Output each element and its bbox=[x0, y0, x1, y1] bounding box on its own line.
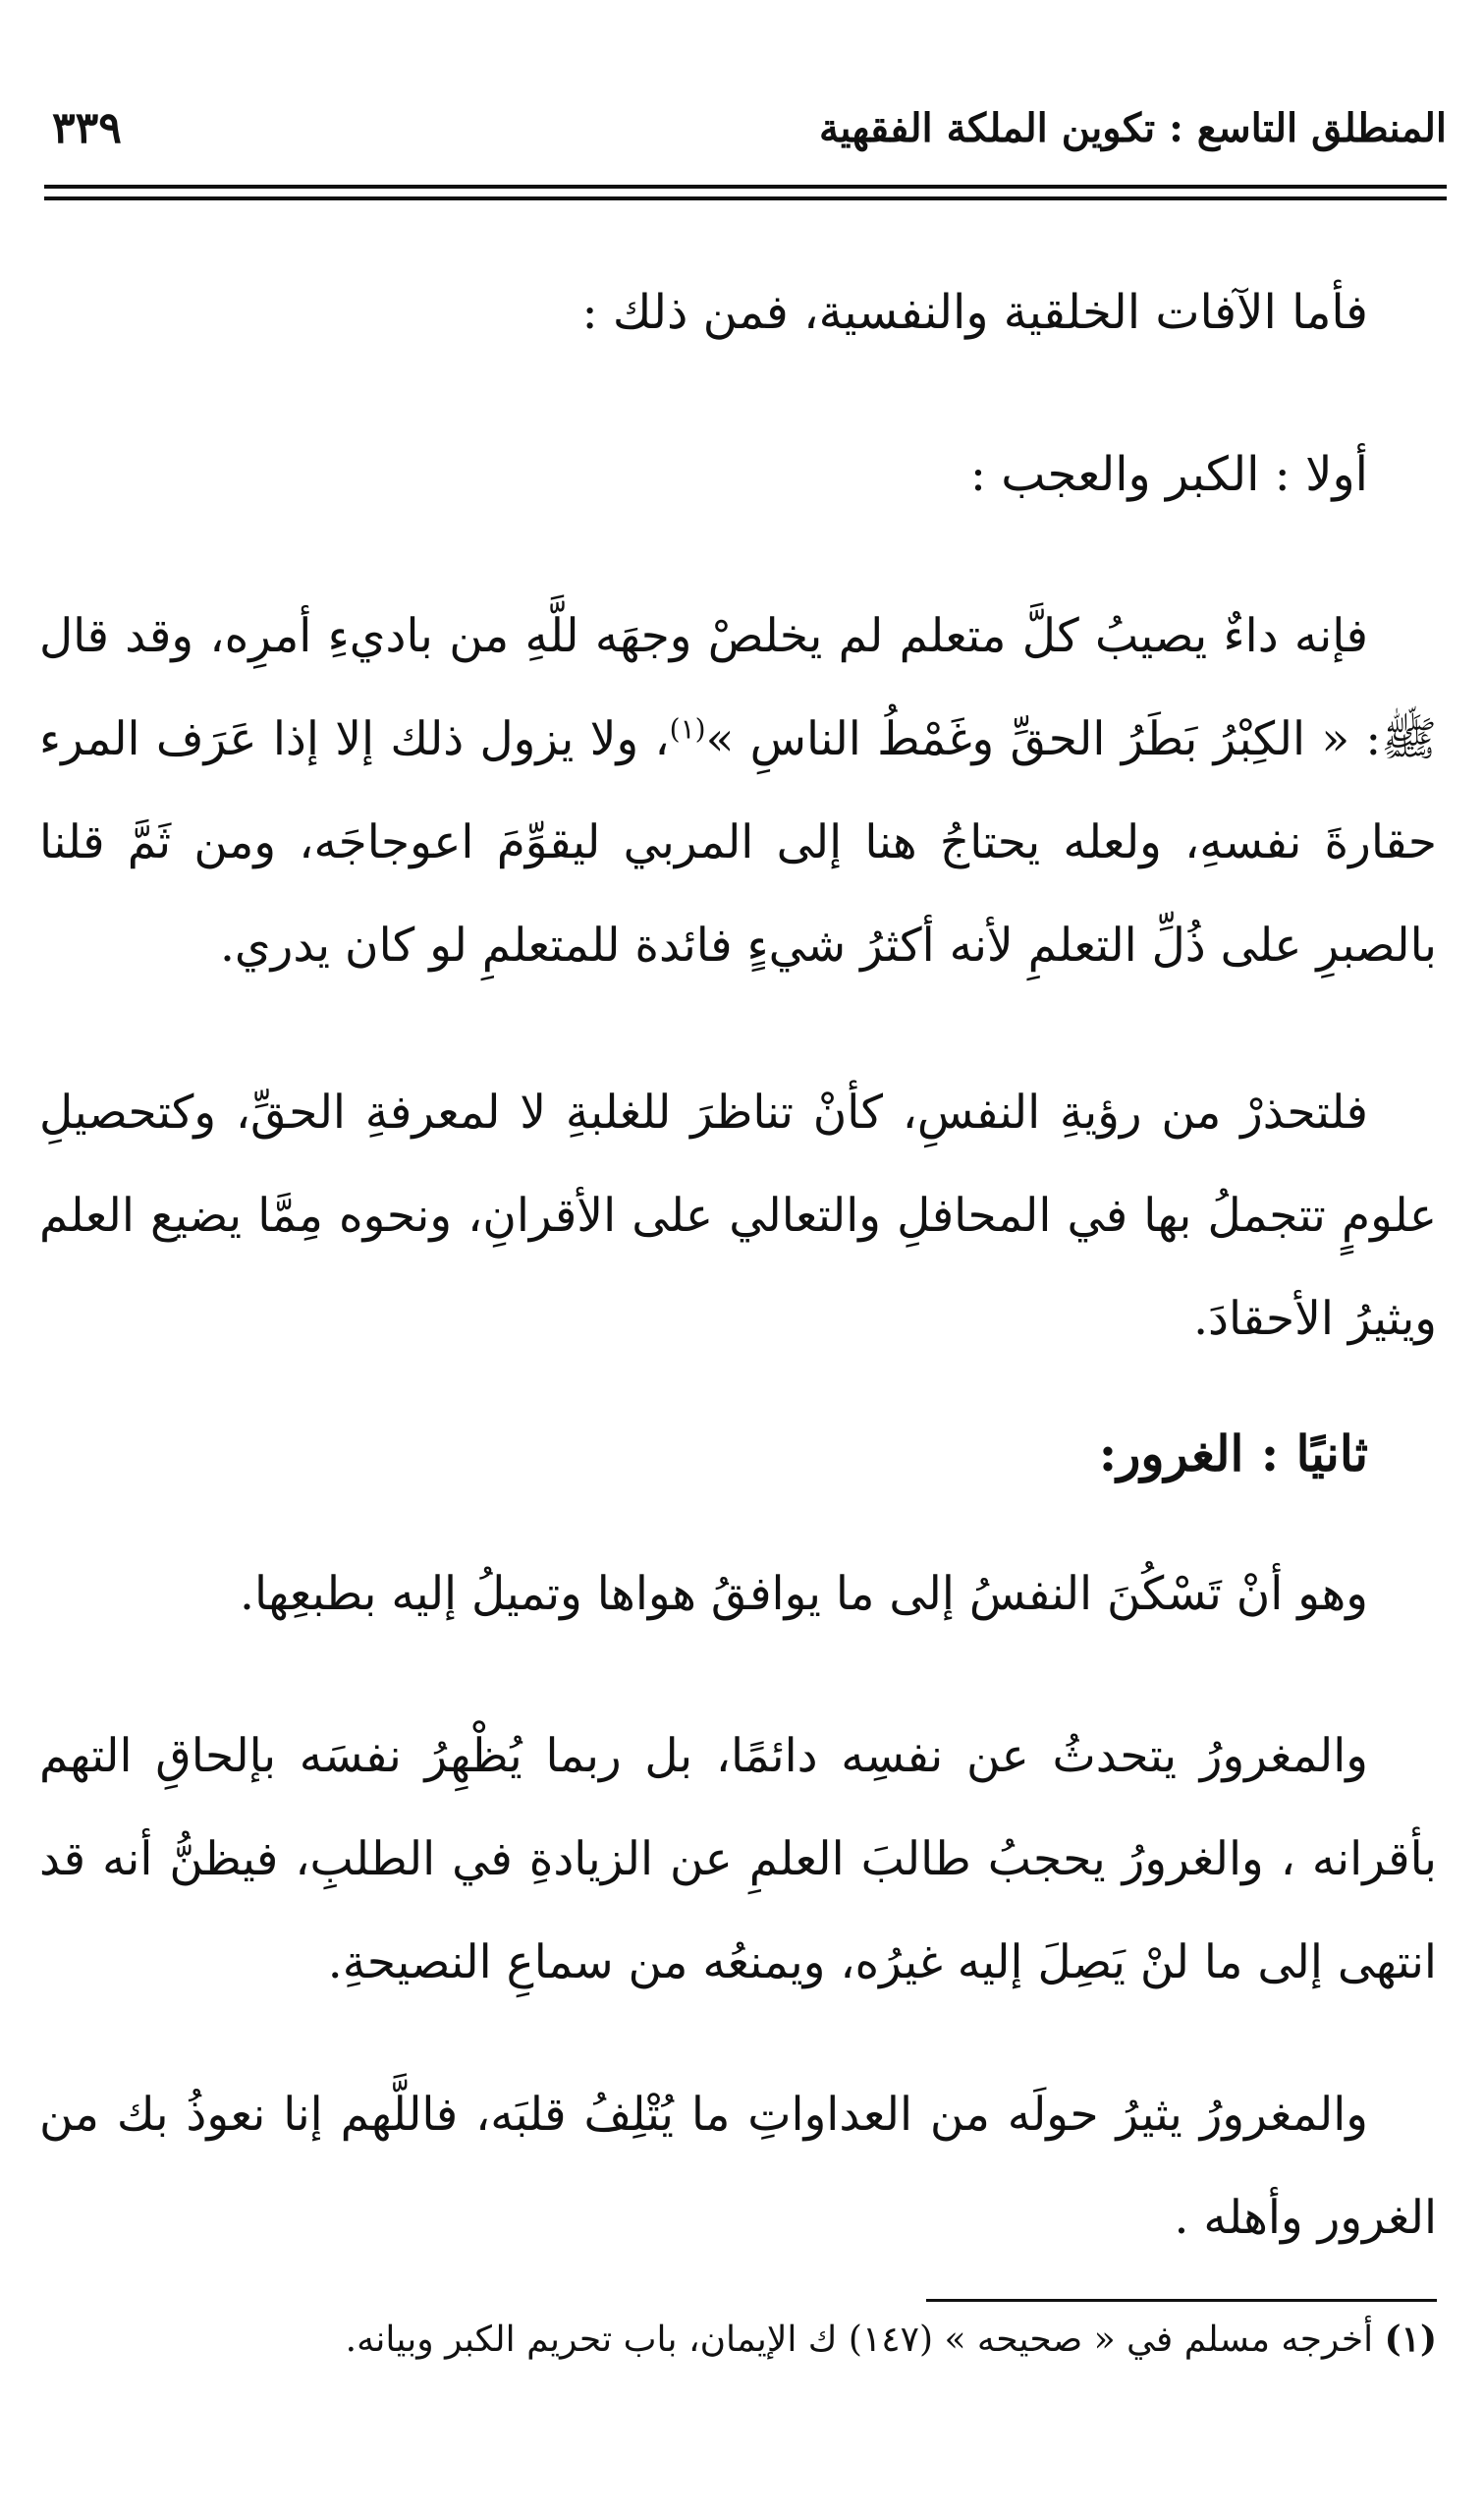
paragraph-enmities bbox=[39, 2063, 1437, 2269]
intro-text: فأما الآفات الخلقية والنفسية، فمن ذلك : bbox=[581, 285, 1368, 340]
footnote bbox=[39, 2319, 1437, 2360]
heading-conceit bbox=[1099, 1425, 1368, 1482]
paragraph-conceited-person-text: والمغرورُ يتحدثُ عن نفسِه دائمًا، بل ربما يُظْهِرُ نفسَه بإلحاقِ التهم بأقرانه ، والغرورُ يحجبُ طالبَ العلمِ عن الزيادةِ في الطلبِ، فيظنُّ أنه قد انتهى إلى ما لنْ يَصِلَ إليه غيرُه، ويمنعُه من سماعِ النصيحةِ. bbox=[39, 1729, 1437, 1989]
paragraph-arrogance bbox=[39, 585, 1437, 997]
running-title: المنطلق التاسع : تكوين الملكة الفقهية bbox=[818, 105, 1447, 151]
paragraph-conceit-definition bbox=[39, 1542, 1437, 1646]
paragraph-conceited-person bbox=[39, 1705, 1437, 2014]
header-rule-top bbox=[44, 185, 1447, 189]
heading-conceit-text: ثانيًا : الغرور: bbox=[1098, 1425, 1368, 1482]
paragraph-self-regard bbox=[39, 1061, 1437, 1370]
intro-line bbox=[581, 285, 1368, 340]
heading-arrogance bbox=[970, 447, 1368, 502]
page-header bbox=[44, 93, 1447, 172]
paragraph-conceit-definition-text: وهو أنْ تَسْكُنَ النفسُ إلى ما يوافقُ هواها وتميلُ إليه بطبعِها. bbox=[240, 1567, 1368, 1621]
heading-arrogance-text: أولا : الكبر والعجب : bbox=[969, 447, 1368, 502]
page-number: ٣٣٩ bbox=[52, 103, 122, 153]
paragraph-arrogance-part2: ، ولا يزول ذلك إلا إذا عَرَف المرء حقارةَ نفسهِ، ولعله يحتاجُ هنا إلى المربي ليقوِّمَ اعوجاجَه، ومن ثَمَّ قلنا بالصبرِ على ذُلِّ التعلمِ لأنه أكثرُ شيءٍ فائدة للمتعلمِ لو كان يدري. bbox=[39, 712, 1437, 973]
footnote-number: (١) bbox=[1384, 2319, 1437, 2360]
footnote-text: أخرجه مسلم في « صحيحه » (١٤٧) ك الإيمان، باب تحريم الكبر وبيانه. bbox=[345, 2320, 1374, 2360]
paragraph-arrogance-part1: فإنه داءٌ يصيبُ كلَّ متعلم لم يخلصْ وجهَه للَّهِ من باديءِ أمرِه، وقد قال ﷺ: « الكِبْرُ بَطَرُ الحقِّ وغَمْطُ الناسِ » bbox=[39, 609, 1437, 766]
footnote-separator bbox=[926, 2299, 1437, 2302]
paragraph-enmities-text: والمغرورُ يثيرُ حولَه من العداواتِ ما يُتْلِفُ قلبَه، فاللَّهم إنا نعوذُ بك من الغرور وأهله . bbox=[39, 2088, 1437, 2245]
footnote-reference: (١) bbox=[669, 712, 706, 746]
paragraph-self-regard-text: فلتحذرْ من رؤيةِ النفسِ، كأنْ تناظرَ للغلبةِ لا لمعرفةِ الحقِّ، وكتحصيلِ علومٍ تتجملُ بها في المحافلِ والتعالي على الأقرانِ، ونحوه مِمَّا يضيع العلم ويثيرُ الأحقادَ. bbox=[39, 1086, 1437, 1346]
header-rule-bottom bbox=[44, 196, 1447, 200]
